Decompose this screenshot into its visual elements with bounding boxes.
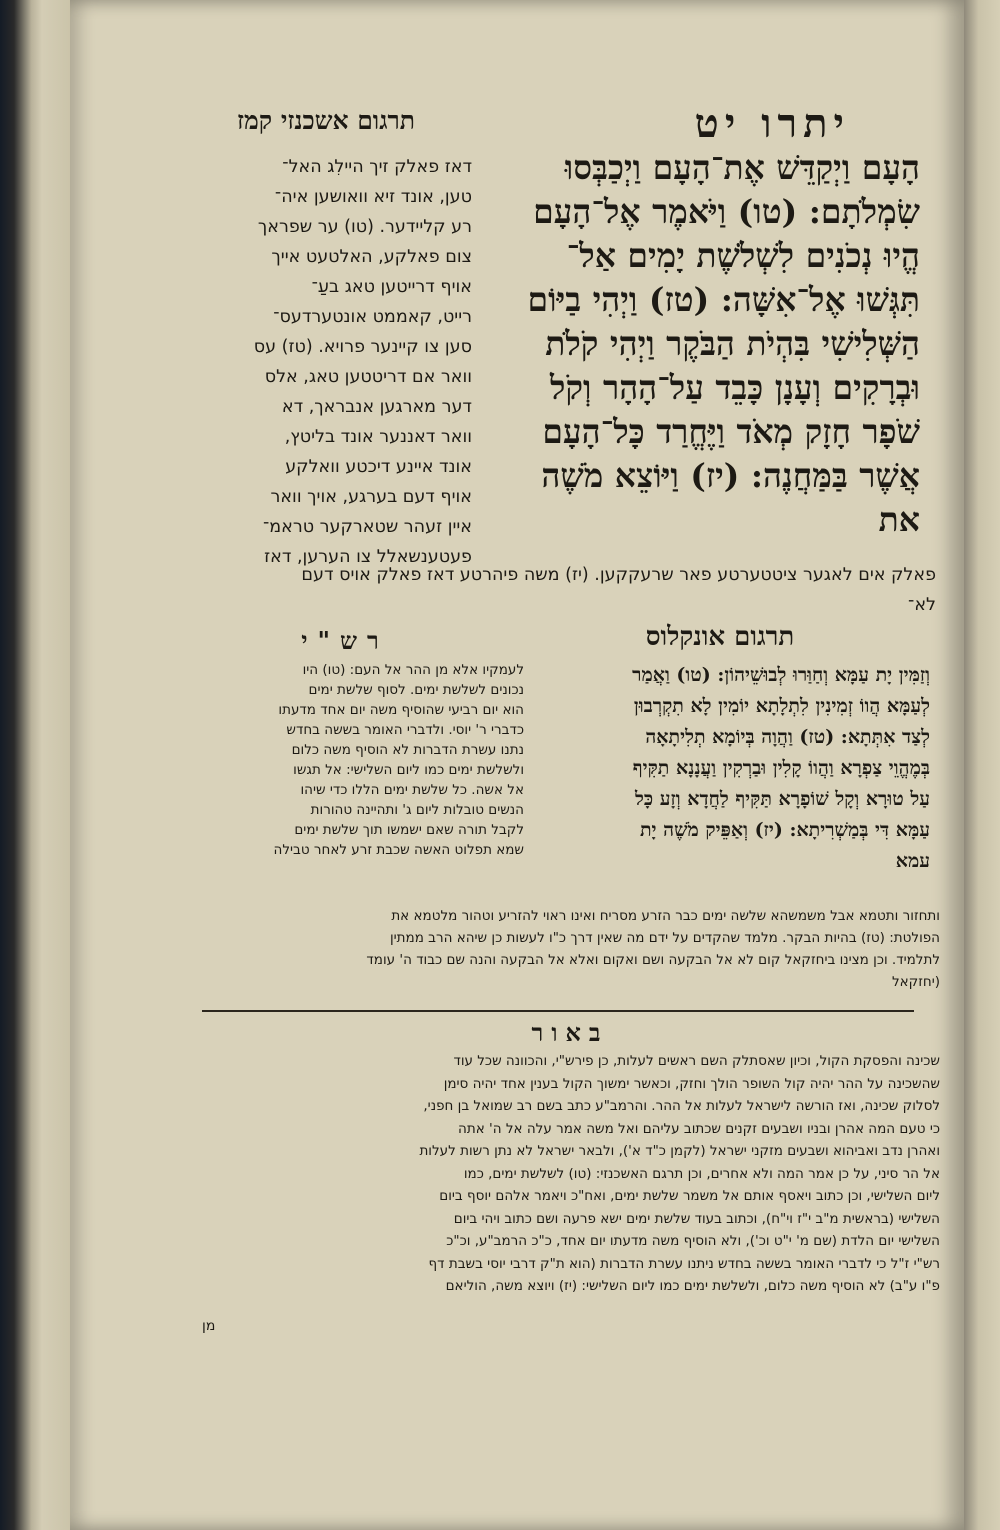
onkelos-text: וְזַמִּין יָת עַמָּא וְחַוַּרוּ לְבוּשֵׁיהוֹן: (טו) וַאֲמַר לְעַמָּא הֲווֹ זְמִינִין לִתְלָתָא יוֹמִין לָא תִקְרְבוּן לְצַד אִתְּתָא: (טז) וַהֲוָה בְּיוֹמָא תְלִיתָאָה בְּמֶהֱוֵי צַפְרָא וַהֲווֹ קָלִין וּבַרְקִין וַעֲנָנָא תַקִּיף עַל טוּרָא וְקָל שׁוֹפָרָא תַּקִּיף לַחֲדָא וְזָע כָּל עַמָּא דִּי בְּמַשְׁרִיתָא: (יז) וְאַפֵּיק מֹשֶׁה יָת עמא	[632, 664, 930, 872]
book-fore-edge	[0, 0, 70, 1530]
biur-text: שכינה והפסקת הקול, וכיון שאסתלק השם ראשים לעלות, כן פירש"י, והכוונה שכל עוד שהשכינה על ההר יהיה קול השופר הולך וחזק, וכאשר ימשוך הקול בענין אחד יהיה סימן לסלוק שכינה, ואז הורשה לישראל לעלות אל ההר. והרמב"ע כתב בשם רב שמואל בן חפני, כי טעם המה אהרן ובניו ושבעים זקנים שכתוב עליהם ואל משה אמר עלה אל ה' אתה ואהרן נדב ואביהוא ושבעים מזקני ישראל (לקמן כ"ד א'), ולבאר ישראל לא נתן רשות לעלות אל הר סיני, על כן אמר המה ולא אחרים, וכן תרגם האשכנזי: (טו) לשלשת ימים, כמו ליום השלישי, וכן כתוב ויאסף אותם אל משמר שלשת ימים, ואח"כ ויאמר אלהם יוסף ביום השלישי (בראשית מ"ב י"ז וי"ח), וכתוב בעוד שלשת ימים ישא פרעה ושם כתוב ויהי ביום השלישי יום הלדת (שם מ' י"ט וכ'), ולא הוסיף משה מדעתו יום אחד, כ"כ הרמב"ע, וכ"כ רש"י ז"ל כי לדברי האומר בששה בחדש ניתנו עשרת הדברות (הוא ת"ק דרבי יוסי בשבת דף פ"ו ע"ב) לא הוסיף משה כלום, ולשלשת ימים כמו ליום השלישי: (יז) ויוצא משה, הוליאם	[419, 1053, 940, 1294]
targum-ashkenazi-continuation: פאלק אים לאגער ציטטערטע פאר שרעקקען. (יז) משה פיהרטע דאז פאלק אויס דעם לא־	[301, 565, 936, 615]
torah-text: הָעָם וַיְקַדֵּשׁ אֶת־הָעָם וַיְכַבְּסוּ שִׂמְלֹתָם: (טו) וַיֹּאמֶר אֶל־הָעָם הֱיוּ נְכֹנִים לִשְׁלֹשֶׁת יָמִים אַל־ תִּגְּשׁוּ אֶל־אִשָּׁה: (טז) וַיְהִי בַיּוֹם הַשְּׁלִישִׁי בִּהְיֹת הַבֹּקֶר וַיְהִי קֹלֹת וּבְרָקִים וְעָנָן כָּבֵד עַל־הָהָר וְקֹל שֹׁפָר חָזָק מְאֹד וַיֶּחֱרַד כָּל־הָעָם אֲשֶׁר בַּמַּחֲנֶה: (יז) וַיּוֹצֵא מֹשֶׁה את	[527, 148, 920, 539]
onkelos-heading: תרגום אונקלוס	[645, 622, 795, 652]
rashi-continuation: ותחזור ותטמא אבל משמשהא שלשה ימים כבר הזרע מסריח ואינו ראוי להזריע וטהור מלטמא את הפולטת: (טז) בהיות הבקר. מלמד שהקדים על ידם מה שאין דרך כ"ו לעשות כן שיהא הרב ממתין לתלמיד. וכן מצינו ביחזקאל קום לא אל הבקעה ושם ואקום ואלא אל הבקעה והנה שם כבוד ה' עומד (יחזקאל	[366, 908, 940, 990]
running-header-parsha: יתרו יט	[694, 100, 850, 147]
book-page	[70, 0, 964, 1530]
rashi-heading: רש"י	[301, 626, 389, 655]
book-gutter-edge	[964, 0, 1000, 1530]
rashi-text: לעמקיו אלא מן ההר אל העם: (טו) היו נכונים לשלשת ימים. לסוף שלשת ימים הוא יום רביעי שהוסיף משה יום אחד מדעתו כדברי ר' יוסי. ולדברי האומר בששה בחדש נתנו עשרת הדברות לא הוסיף משה כלום ולשלשת ימים כמו ליום השלישי: אל תגשו אל אשה. כל שלשת ימים הללו כדי שיהו הנשים טובלות ליום ג' ותהיינה טהורות לקבל תורה שאם ישמשו תוך שלשת ימים שמא תפלוט האשה שכבת זרע לאחר טבילה	[273, 662, 524, 858]
targum-ashkenazi-text: דאז פאלק זיך היילִג האל־ טען, אונד זיא וואושען איה־ רע קליידער. (טו) ער שפראך צום פאלקע, האלטעט אייך אויף דרייטען טאג בעַ־ רייט, קאממט אונטערדעס־ סען צו קיינער פרויא. (טז) עס וואר אם דריטטען טאג, אלס דער מארגען אנבראך, דא וואר דאננער אונד בליטץ, אונד איינע דיכטע וואלקע אויף דעם בערגע, אויך וואר איין זעהר שטארקער טראמ־ פעטענשאלל צו הערען, דאז	[253, 157, 472, 567]
section-divider	[202, 1010, 914, 1012]
biur-heading: באור	[531, 1018, 609, 1047]
running-header-targum-ashkenazi: תרגום אשכנזי קמז	[237, 106, 415, 135]
catchword: מן	[202, 1318, 216, 1334]
